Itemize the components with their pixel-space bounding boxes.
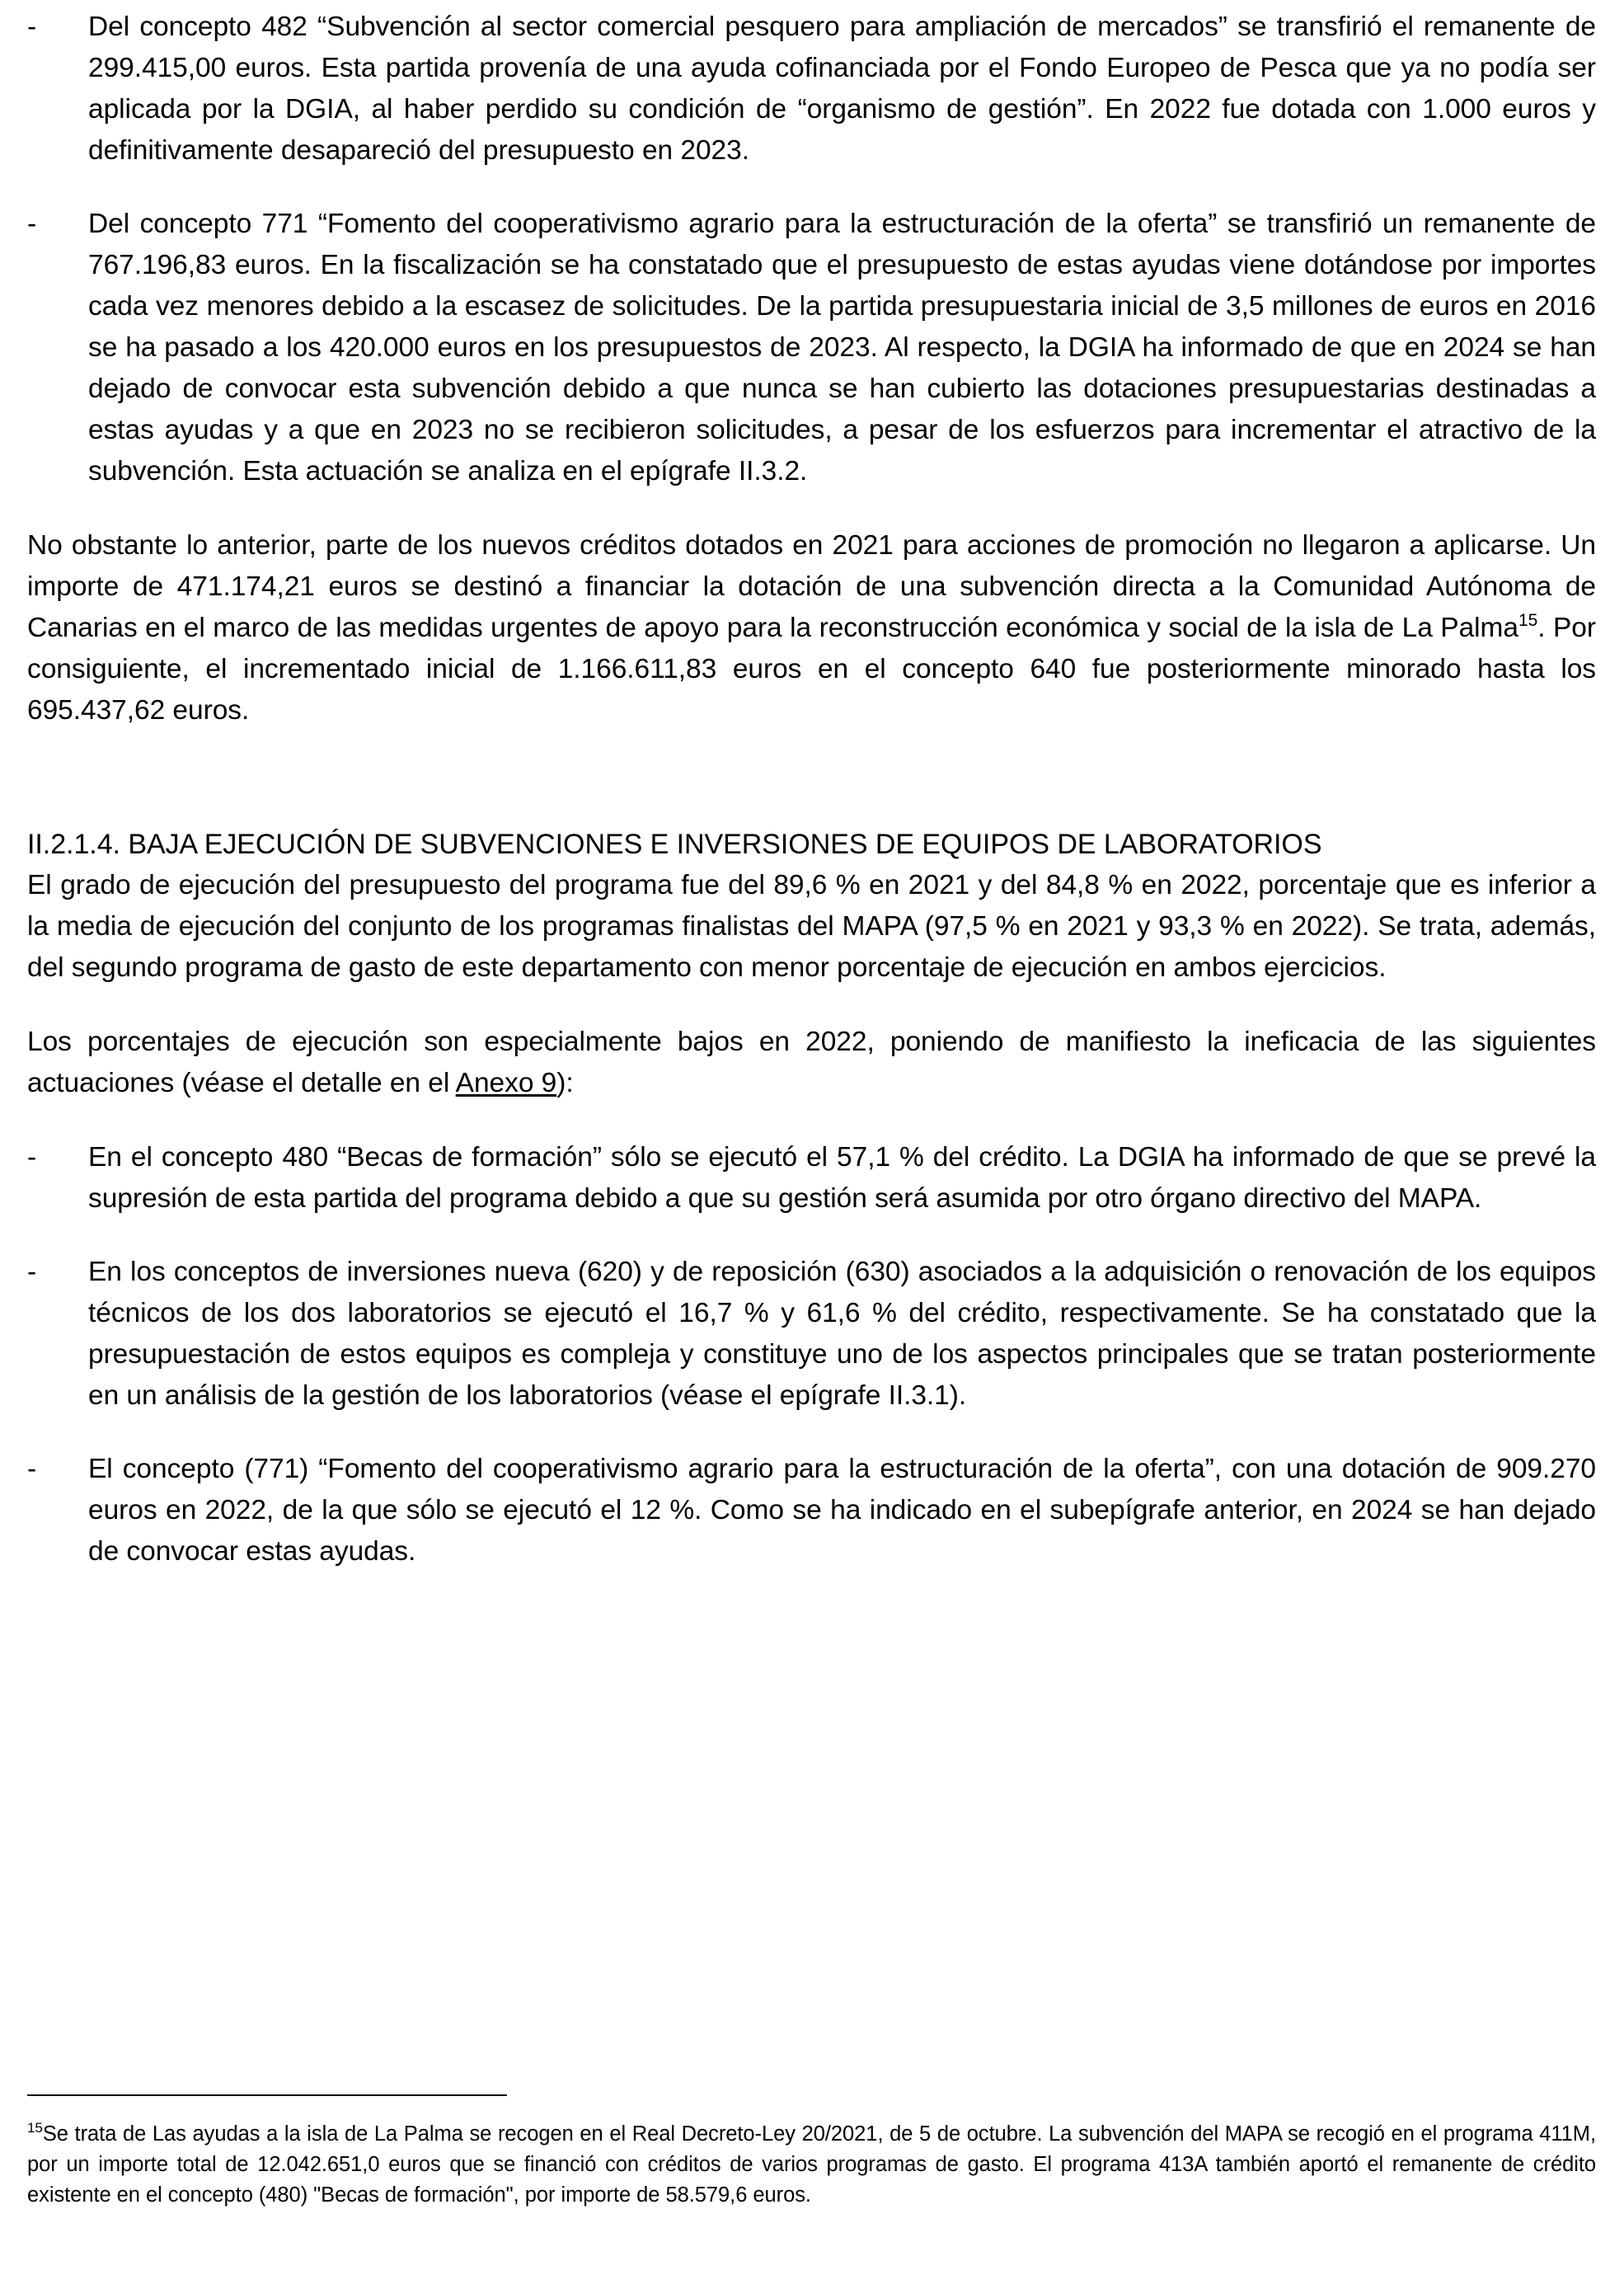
- paragraph-text-before-footnote-ref: No obstante lo anterior, parte de los nuevos créditos dotados en 2021 para acciones de promoción no llegaron a aplicarse. Un importe de 471.174,21 euros se destinó a financiar la dotación de una subvención directa a la Comunidad Autónoma de Canarias en el marco de las medidas urgentes de apoyo para la reconstrucción económica y social de la isla de La Palma: [27, 530, 1596, 643]
- paragraph-text: El grado de ejecución del presupuesto del programa fue del 89,6 % en 2021 y del 84,8 % en 2022, porcentaje que es inferior a la media de ejecución del conjunto de los programas finalistas del MAPA (97,5 % en 2021 y 93,3 % en 2022). Se trata, además, del segundo programa de gasto de este departamento con menor porcentaje de ejecución en ambos ejercicios.: [27, 870, 1596, 983]
- footnote-reference-marker[interactable]: 15: [1518, 611, 1538, 630]
- list-item: [27, 204, 1596, 492]
- paragraph-text-after-footnote-ref: . Por consiguiente, el incrementado inicial de 1.166.611,83 euros en el concepto 640 fue posteriormente minorado hasta los 695.437,62 euros.: [27, 613, 1596, 726]
- footnote-separator-rule: [27, 2094, 507, 2096]
- list-item: [27, 7, 1596, 172]
- bullet-marker: -: [27, 1257, 37, 1287]
- list-item-text: En los conceptos de inversiones nueva (620) y de reposición (630) asociados a la adquisición o renovación de los equipos técnicos de los dos laboratorios se ejecutó el 16,7 % y 61,6 % del crédito, respectivamente. Se ha constatado que la presupuestación de estos equipos es compleja y constituye uno de los aspectos principales que se tratan posteriormente en un análisis de la gestión de los laboratorios (véase el epígrafe II.3.1).: [88, 1257, 1596, 1411]
- footnote-number: 15: [27, 2120, 43, 2136]
- footnote-area: [27, 2094, 1596, 2211]
- list-item-text: El concepto (771) “Fomento del cooperativismo agrario para la estructuración de la oferta”, con una dotación de 909.270 euros en 2022, de la que sólo se ejecutó el 12 %. Como se ha indicado en el subepígrafe anterior, en 2024 se han dejado de convocar estas ayudas.: [88, 1454, 1596, 1567]
- paragraph-no-obstante: [27, 525, 1596, 731]
- bullet-marker: -: [27, 1142, 37, 1173]
- paragraph-porcentajes: [27, 1022, 1596, 1104]
- footnote-text: Se trata de Las ayudas a la isla de La Palma se recogen en el Real Decreto-Ley 20/2021, de 5 de octubre. La subvención del MAPA se recogió en el programa 411M, por un importe total de 12.042.651,0 euros que se financió con créditos de varios programas de gasto. El programa 413A también aportó el remanente de crédito existente en el concepto (480) "Becas de formación", por importe de 58.579,6 euros.: [27, 2122, 1596, 2207]
- list-item-text: Del concepto 482 “Subvención al sector comercial pesquero para ampliación de mercados” se transfirió el remanente de 299.415,00 euros. Esta partida provenía de una ayuda cofinanciada por el Fondo Europeo de Pesca que ya no podía ser aplicada por la DGIA, al haber perdido su condición de “organismo de gestión”. En 2022 fue dotada con 1.000 euros y definitivamente desapareció del presupuesto en 2023.: [88, 12, 1596, 166]
- paragraph-text-before-link: Los porcentajes de ejecución son especialmente bajos en 2022, poniendo de manifiesto la ineficacia de las siguientes actuaciones (véase el detalle en el: [27, 1027, 1596, 1098]
- list-item: [27, 1252, 1596, 1417]
- paragraph-text-after-link: ):: [556, 1068, 574, 1098]
- cross-reference-link-anexo-9[interactable]: Anexo 9: [455, 1068, 557, 1098]
- list-item: [27, 1137, 1596, 1220]
- list-item: [27, 1449, 1596, 1572]
- footnote-entry: [27, 2119, 1596, 2211]
- section-heading: [27, 824, 1596, 865]
- bullet-marker: -: [27, 12, 37, 42]
- list-item-text: En el concepto 480 “Becas de formación” sólo se ejecutó el 57,1 % del crédito. La DGIA ha informado de que se prevé la supresión de esta partida del programa debido a que su gestión será asumida por otro órgano directivo del MAPA.: [88, 1142, 1596, 1214]
- list-item-text: Del concepto 771 “Fomento del cooperativismo agrario para la estructuración de la oferta” se transfirió un remanente de 767.196,83 euros. En la fiscalización se ha constatado que el presupuesto de estas ayudas viene dotándose por importes cada vez menores debido a la escasez de solicitudes. De la partida presupuestaria inicial de 3,5 millones de euros en 2016 se ha pasado a los 420.000 euros en los presupuestos de 2023. Al respecto, la DGIA ha informado de que en 2024 se han dejado de convocar esta subvención debido a que nunca se han cubierto las dotaciones presupuestarias destinadas a estas ayudas y a que en 2023 no se recibieron solicitudes, a pesar de los esfuerzos para incrementar el atractivo de la subvención. Esta actuación se analiza en el epígrafe II.3.2.: [88, 209, 1596, 486]
- bullet-marker: -: [27, 209, 37, 239]
- page-content: [27, 7, 1596, 1572]
- bullet-marker: -: [27, 1454, 37, 1484]
- paragraph-grado-ejecucion: [27, 865, 1596, 989]
- section-heading-text: II.2.1.4. BAJA EJECUCIÓN DE SUBVENCIONES E INVERSIONES DE EQUIPOS DE LABORATORIOS: [27, 829, 1322, 860]
